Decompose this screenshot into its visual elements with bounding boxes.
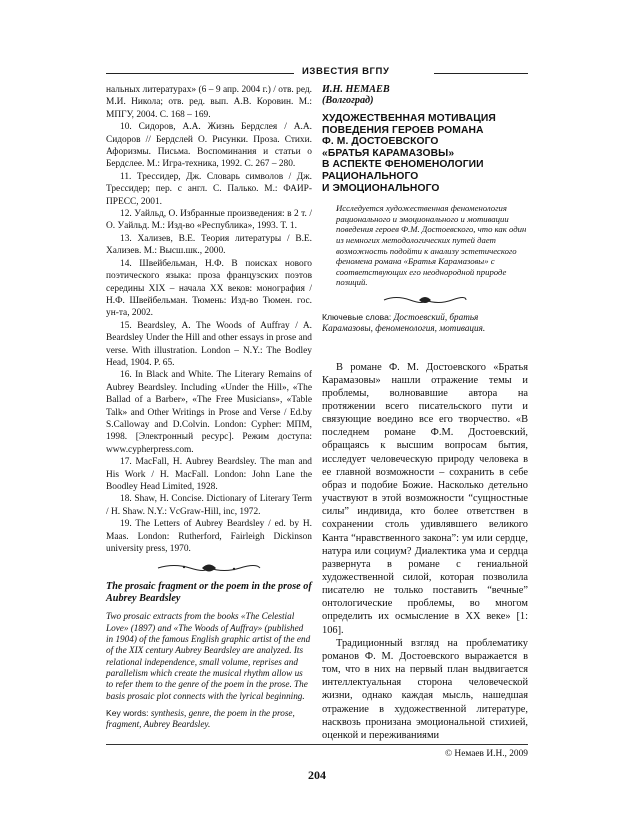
author-name: И.Н. НЕМАЕВ bbox=[322, 84, 390, 95]
title-line: РАЦИОНАЛЬНОГО bbox=[322, 170, 419, 182]
title-line: В АСПЕКТЕ ФЕНОМЕНОЛОГИИ bbox=[322, 159, 484, 171]
title-line: «БРАТЬЯ КАРАМАЗОВЫ» bbox=[322, 147, 455, 159]
right-column bbox=[322, 84, 528, 742]
reference-item: 16. In Black and White. The Literary Remains of Aubrey Beardsley. Including «Under the Hill», «The Ballad of a Barber», «The Free Musicians», «Table Talk» and Other Writings in Prose and Verse / Ed.by S.Calloway and D.Colvin. London: Cypher: МПМ, 1998. [Электронный ресурс]. Режим доступа: www.cypherpress.com. bbox=[106, 370, 312, 455]
page-number: 204 bbox=[308, 768, 326, 782]
keywords-text: synthesis, genre, the poem in the prose, fragment, Aubrey Beardsley. bbox=[106, 707, 295, 730]
copyright-notice: © Немаев И.Н., 2009 bbox=[444, 749, 528, 759]
reference-item: 19. The Letters of Aubrey Beardsley / ed. by H. Maas. London: Rutherford, Fairleigh Dickinson university press, 1970. bbox=[106, 519, 312, 555]
journal-title: ИЗВЕСТИЯ ВГПУ bbox=[302, 66, 390, 77]
title-line: И ЭМОЦИОНАЛЬНОГО bbox=[322, 182, 440, 194]
english-article-title: The prosaic fragment or the poem in the prose of Aubrey Beardsley bbox=[106, 581, 312, 605]
left-column bbox=[106, 84, 312, 730]
title-line: ХУДОЖЕСТВЕННАЯ МОТИВАЦИЯ bbox=[322, 113, 496, 124]
author-city: (Волгоград) bbox=[322, 95, 374, 106]
reference-item: 12. Уайльд, О. Избранные произведения: в 2 т. / О. Уайльд. М.: Изд-во «Республика», 1993. Т. 1. bbox=[106, 209, 312, 232]
keywords-label: Key words: bbox=[106, 707, 149, 718]
reference-item: 14. Швейбельман, Н.Ф. В поисках нового поэтического языка: проза французских поэтов середины XIX – начала XX веков: монография / Н.Ф. Швейбельман. Тюмень: Изд-во Тюмен. гос. ун-та, 2002. bbox=[106, 258, 312, 319]
reference-item: нальных литературах» (6 – 9 апр. 2004 г.) / отв. ред. М.И. Никола; отв. ред. вып. А.В. Коровин. М.: МПГУ, 2004. С. 168 – 169. bbox=[106, 85, 312, 120]
title-line: Ф. М. ДОСТОЕВСКОГО bbox=[322, 136, 439, 148]
header-rule-right bbox=[434, 73, 528, 74]
reference-item: 11. Трессидер, Дж. Словарь символов / Дж. Трессидер; пер. с англ. С. Палько. М.: ФАИР-ПРЕСС, 2001. bbox=[106, 171, 312, 207]
body-paragraph: В романе Ф. М. Достоевского «Братья Карамазовы» нашли отражение темы и проблемы, волновавшие автора на протяжении всего писательского пути и связующие воедино все его творчество. «В последнем романе Ф.М. Достоевский, обращаясь к высшим вопросам бытия, исследует человеческую природу человека в ее главной возможности – сохранить в себе образ и подобие Божие. Насколько детельно участвуют в этой возможности “сущностные силы” индивида, кто более ответствен в сохранении столь удивлявшего великого Канта “нравственного закона”: ум или сердце, натура или социум? Диалектика ума и сердца развернута в романе с гениальной художественной силой, которая позволила писателю не только поставить “вечные” онтологические проблемы, во многом определить их осмысление в XX веке» [1: 106]. bbox=[322, 361, 528, 636]
russian-keywords bbox=[322, 312, 528, 335]
running-header bbox=[106, 66, 528, 80]
keywords-text: Достоевский, братья Карамазовы, феноменология, мотивация. bbox=[322, 311, 486, 334]
english-abstract: Two prosaic extracts from the books «The Celestial Love» (1897) and «The Woods of Auffray» (published in 1904) of the famous English graphic artist of the end of the XIX century Aubrey Beardsley are analyzed. Its relational independence, small volume, reprises and parallelism which create the musical rhythm allow us to refer them to the genre of the poem in the prose. The basis prosaic plot connects with the lyrical beginning. bbox=[106, 611, 311, 701]
reference-item: 17. MacFall, H. Aubrey Beardsley. The man and His Work / H. MacFall. London: John Lane the Boodley Head Limited, 1928. bbox=[106, 457, 312, 492]
footer-rule bbox=[106, 744, 528, 745]
english-keywords bbox=[106, 708, 312, 731]
reference-item: 18. Shaw, H. Concise. Dictionary of Literary Term / H. Shaw. N.Y.: VcGraw-Hill, inc, 1972. bbox=[106, 494, 312, 517]
reference-item: 10. Сидоров, А.А. Жизнь Бердслея / А.А. Сидоров // Бердслей О. Рисунки. Проза. Стихи. Афоризмы. Письма. Воспоминания и статьи о Бердслее. М.: Игра-техника, 1992. С. 267 – 280. bbox=[106, 122, 312, 170]
ornament-divider-icon bbox=[154, 561, 264, 575]
russian-abstract: Исследуется художественная феноменология рационального и эмоционального и мотивации поведения героев Ф.М. Достоевского, что как один из немногих методологических путей дает возможность подойти к анализу эстетического феномена романа «Братья Карамазовы» с соответствующих его неоднородной природе позиций. bbox=[336, 203, 527, 288]
title-line: ПОВЕДЕНИЯ ГЕРОЕВ РОМАНА bbox=[322, 124, 484, 136]
body-paragraph: Традиционный взгляд на проблематику романов Ф. М. Достоевского выражается в том, что в них на первый план выдвигается интеллектуальная сторона человеческой жизни, однако каждая мысль, нашедшая отражение в художественной литературе, насквозь пронизана эмоциональной стихией, оценкой и переживаниями bbox=[322, 637, 528, 741]
ornament-divider-icon bbox=[380, 294, 470, 306]
header-rule-left bbox=[106, 73, 294, 74]
keywords-label: Ключевые слова: bbox=[322, 311, 392, 322]
article-title bbox=[322, 113, 528, 194]
reference-list bbox=[106, 84, 312, 555]
reference-item: 13. Хализев, В.Е. Теория литературы / В.Е. Хализев. М.: Высш.шк., 2000. bbox=[106, 233, 312, 257]
reference-item: 15. Beardsley, A. The Woods of Auffray / A. Beardsley Under the Hill and other essays in prose and verse. With illustration. London – N.Y.: The Bodley Head, 1904. P. 65. bbox=[106, 320, 312, 368]
